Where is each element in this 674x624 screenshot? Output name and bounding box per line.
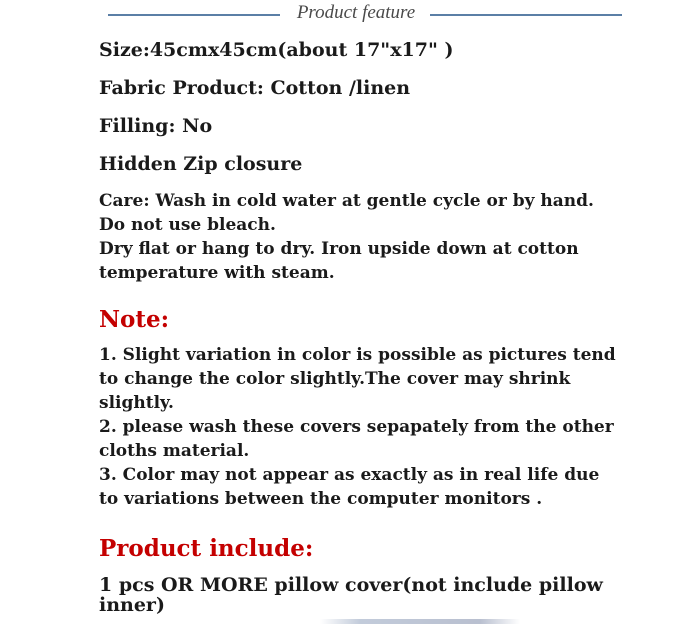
care-instructions	[99, 189, 659, 285]
zip-spec: Hidden Zip closure	[99, 153, 303, 175]
care-line: Do not use bleach.	[99, 215, 276, 235]
product-include-heading: Product include:	[99, 535, 314, 562]
header-title: Product feature	[296, 2, 416, 23]
product-description	[99, 38, 659, 615]
size-spec: Size:45cmx45cm(about 17"x17" )	[99, 39, 454, 61]
include-line: inner)	[99, 594, 165, 616]
care-line: temperature with steam.	[99, 263, 335, 283]
filling-spec: Filling: No	[99, 115, 213, 137]
include-line: 1 pcs OR MORE pillow cover(not include pillow	[99, 574, 603, 596]
note-line: to change the color slightly.The cover may shrink	[99, 369, 571, 389]
care-line: Dry flat or hang to dry. Iron upside down at cotton	[99, 239, 579, 259]
care-line: Care: Wash in cold water at gentle cycle or by hand.	[99, 191, 594, 211]
note-line: 2. please wash these covers sepapately from the other	[99, 417, 614, 437]
note-line: 3. Color may not appear as exactly as in real life due	[99, 465, 600, 485]
note-line: to variations between the computer monitors .	[99, 489, 543, 509]
note-line: cloths material.	[99, 441, 250, 461]
header-divider-left	[108, 14, 280, 16]
header-divider-right	[430, 14, 622, 16]
note-heading: Note:	[99, 306, 170, 333]
product-feature-header	[0, 2, 674, 24]
note-line: slightly.	[99, 393, 174, 413]
note-line: 1. Slight variation in color is possible as pictures tend	[99, 345, 616, 365]
note-list	[99, 343, 659, 511]
fabric-spec: Fabric Product: Cotton /linen	[99, 77, 411, 99]
bottom-divider	[320, 619, 520, 624]
